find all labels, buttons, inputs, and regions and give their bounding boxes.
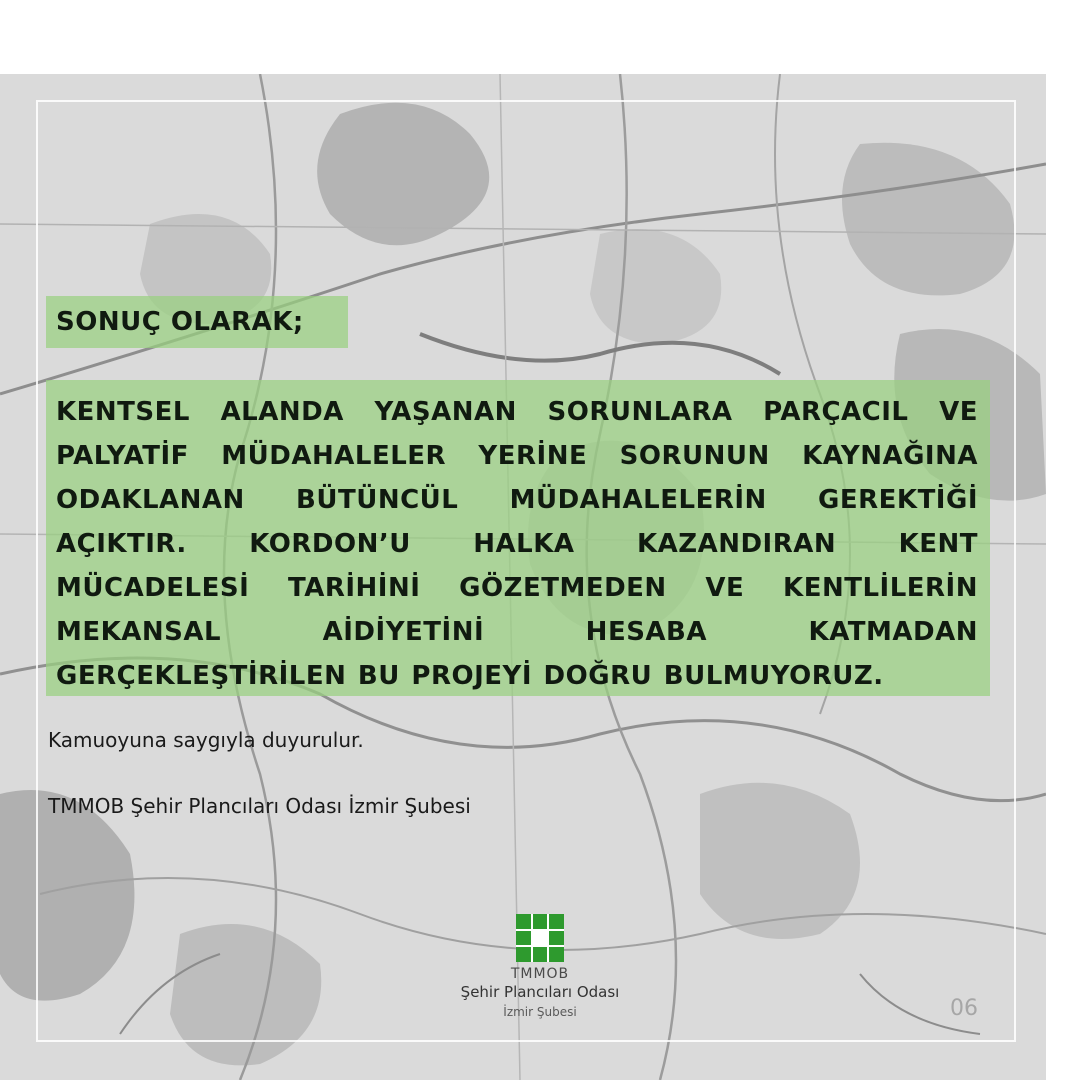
logo-line-tmmob: TMMOB: [510, 966, 570, 982]
logo-mark-icon: [516, 914, 564, 962]
right-margin: [1046, 74, 1080, 1080]
logo-line-org: Şehir Plancıları Odası: [460, 983, 620, 1001]
logo-line-branch: İzmir Şubesi: [503, 1005, 577, 1019]
organization-logo: [440, 914, 640, 1026]
conclusion-heading: SONUÇ OLARAK;: [56, 307, 304, 337]
conclusion-body: KENTSEL ALANDA YAŞANAN SORUNLARA PARÇACIL VE PALYATİF MÜDAHALELER YERİNE SORUNUN KAYNAĞINA ODAKLANAN BÜTÜNCÜL MÜDAHALELERİN GEREKTİĞİ AÇIKTIR. KORDON’U HALKA KAZANDIRAN KENT MÜCADELESİ TARİHİNİ GÖZETMEDEN VE KENTLİLERİN MEKANSAL AİDİYETİNİ HESABA KATMADAN GERÇEKLEŞTİRİLEN BU PROJEYİ DOĞRU BULMUYORUZ.: [56, 397, 978, 691]
page-number: 06: [950, 996, 978, 1021]
signature-line: TMMOB Şehir Plancıları Odası İzmir Şubesi: [48, 794, 471, 818]
closing-line: Kamuoyuna saygıyla duyurulur.: [48, 728, 364, 752]
